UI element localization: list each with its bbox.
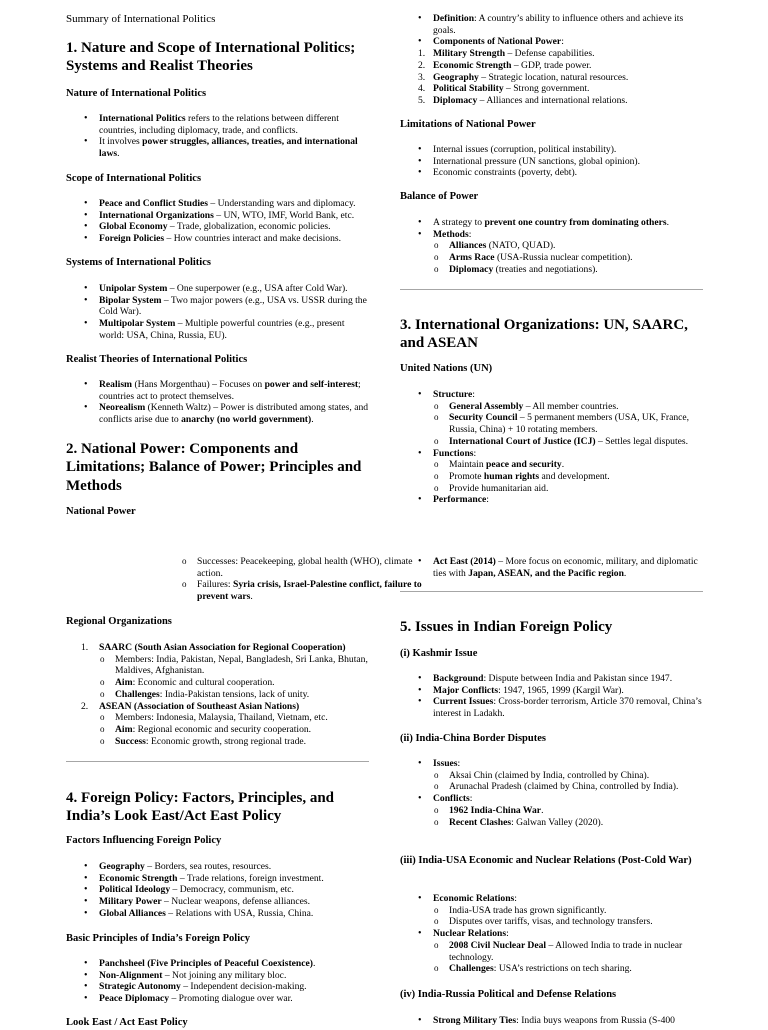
list-item: • Political Ideology – Democracy, communism, etc.	[66, 884, 369, 896]
list-item: • Performance:	[400, 494, 703, 506]
list-item: • Peace and Conflict Studies – Understanding wars and diplomacy.	[66, 198, 369, 210]
limitations-heading: Limitations of National Power	[400, 119, 536, 130]
un-heading: United Nations (UN)	[400, 363, 493, 374]
section-1-heading: 1. Nature and Scope of International Politics; Systems and Realist Theories	[66, 40, 356, 75]
list-item: 2. Economic Strength – GDP, trade power.	[418, 59, 592, 71]
list-item: o Maintain peace and security.	[433, 459, 703, 471]
list-item: o Recent Clashes: Galwan Valley (2020).	[433, 817, 703, 829]
look-east-heading: Look East / Act East Policy	[66, 1017, 188, 1028]
section-divider	[66, 761, 369, 762]
list-item: • Realism (Hans Morgenthau) – Focuses on power and self-interest; countries act to protect themselves.	[66, 379, 369, 402]
list-item: • Strategic Autonomy – Independent decision-making.	[66, 981, 369, 993]
factors-heading: Factors Influencing Foreign Policy	[66, 835, 222, 846]
list-item: • Nuclear Relations: o 2008 Civil Nuclear Deal – Allowed India to trade in nuclear technology. o Challenges: USA’s restrictions on tech sharing.	[400, 928, 703, 975]
list-item: o Alliances (NATO, QUAD).	[433, 240, 703, 252]
list-item: • Major Conflicts: 1947, 1965, 1999 (Kargil War).	[400, 685, 703, 697]
issues-sublist	[433, 770, 703, 793]
list-item: • Global Economy – Trade, globalization, economic policies.	[66, 221, 369, 233]
un-list	[400, 389, 703, 506]
section-3-heading: 3. International Organizations: UN, SAARC, and ASEAN	[400, 317, 688, 352]
list-item: • Bipolar System – Two major powers (e.g., USA vs. USSR during the Cold War).	[66, 295, 369, 318]
list-item: • Methods: o Alliances (NATO, QUAD). o Arms Race (USA-Russia nuclear competition). o Diplomacy (treaties and negotiations).	[400, 229, 703, 276]
list-item: • Economic Strength – Trade relations, foreign investment.	[66, 873, 369, 885]
list-item: • International pressure (UN sanctions, global opinion).	[400, 156, 703, 168]
regional-orgs-list	[66, 642, 369, 747]
list-item: • Economic constraints (poverty, debt).	[400, 167, 703, 179]
balance-of-power-heading: Balance of Power	[400, 191, 479, 202]
list-item: o 2008 Civil Nuclear Deal – Allowed India to trade in nuclear technology.	[433, 940, 703, 963]
document-title: Summary of International Politics	[66, 13, 216, 25]
list-item: o 1962 India-China War.	[433, 805, 703, 817]
list-item: o Disputes over tariffs, visas, and technology transfers.	[433, 916, 703, 928]
list-item: • Non-Alignment – Not joining any military bloc.	[66, 970, 369, 982]
list-item: • Global Alliances – Relations with USA, Russia, China.	[66, 908, 369, 920]
list-item: • Structure: o General Assembly – All member countries. o Security Council – 5 permanent members (USA, UK, France, Russia, China) + 10 rotating members. o International Court of Justice (ICJ) – Settles legal disputes.	[400, 389, 703, 448]
list-item: o Provide humanitarian aid.	[433, 483, 703, 495]
national-power-list	[400, 13, 703, 107]
list-item: o Successes: Peacekeeping, global health (WHO), climate action.	[181, 556, 435, 579]
un-performance-list	[181, 556, 435, 603]
list-item: o Aksai Chin (claimed by India, controlled by China).	[433, 770, 703, 782]
list-item: • Neorealism (Kenneth Waltz) – Power is distributed among states, and conflicts arise due to anarchy (no world government).	[66, 402, 369, 425]
russia-heading: (iv) India-Russia Political and Defense Relations	[400, 989, 617, 1000]
list-item: o Members: Indonesia, Malaysia, Thailand, Vietnam, etc.	[99, 712, 369, 724]
list-item: o Failures: Syria crisis, Israel-Palestine conflict, failure to prevent wars.	[181, 579, 435, 602]
structure-sublist	[433, 401, 703, 448]
list-item: 1. Military Strength – Defense capabilities.	[418, 48, 595, 60]
list-item: o Challenges: USA’s restrictions on tech sharing.	[433, 963, 703, 975]
list-item: • Conflicts: o 1962 India-China War. o Recent Clashes: Galwan Valley (2020).	[400, 793, 703, 828]
section-divider	[400, 591, 703, 592]
list-item: • Foreign Policies – How countries interact and make decisions.	[66, 233, 369, 245]
components-sublist	[400, 48, 703, 107]
list-item: o Challenges: India-Pakistan tensions, lack of unity.	[99, 689, 369, 701]
list-item: o Arunachal Pradesh (claimed by China, controlled by India).	[433, 781, 703, 793]
section-4-heading: 4. Foreign Policy: Factors, Principles, and India’s Look East/Act East Policy	[66, 790, 335, 825]
balance-of-power-list	[400, 217, 703, 276]
conflicts-sublist	[433, 805, 703, 828]
list-item: o General Assembly – All member countries.	[433, 401, 703, 413]
section-divider	[400, 289, 703, 290]
list-item: • Functions: o Maintain peace and security. o Promote human rights and development. o Provide humanitarian aid.	[400, 448, 703, 495]
national-power-heading: National Power	[66, 506, 136, 517]
nature-heading: Nature of International Politics	[66, 88, 207, 99]
act-east-list	[400, 556, 703, 579]
list-item: • It involves power struggles, alliances, treaties, and international laws.	[66, 136, 369, 159]
list-item: • Issues: o Aksai Chin (claimed by India, controlled by China). o Arunachal Pradesh (claimed by China, controlled by India).	[400, 758, 703, 793]
principles-list	[66, 958, 369, 1005]
econ-sublist	[433, 905, 703, 928]
china-heading: (ii) India-China Border Disputes	[400, 733, 546, 744]
list-item: o Success: Economic growth, strong regional trade.	[99, 736, 369, 748]
list-item: 4. Political Stability – Strong government.	[418, 83, 590, 95]
list-item: • International Organizations – UN, WTO, IMF, World Bank, etc.	[66, 210, 369, 222]
list-item: • Strong Military Ties: India buys weapons from Russia (S-400	[400, 1015, 703, 1027]
realist-list	[66, 379, 369, 426]
section-5-heading: 5. Issues in Indian Foreign Policy	[400, 619, 613, 635]
nature-list	[66, 113, 369, 160]
list-item: • A strategy to prevent one country from dominating others.	[400, 217, 703, 229]
list-item: o Diplomacy (treaties and negotiations).	[433, 264, 703, 276]
list-item: o Security Council – 5 permanent members (USA, UK, France, Russia, China) + 10 rotating members.	[433, 412, 703, 435]
list-item: o Arms Race (USA-Russia nuclear competition).	[433, 252, 703, 264]
list-item: o Members: India, Pakistan, Nepal, Bangladesh, Sri Lanka, Bhutan, Maldives, Afghanistan.	[99, 654, 369, 677]
limitations-list	[400, 144, 703, 179]
asean-sublist	[99, 712, 369, 747]
list-item: • Economic Relations: o India-USA trade has grown significantly. o Disputes over tariffs, visas, and technology transfers.	[400, 893, 703, 928]
list-item: o Aim: Regional economic and security cooperation.	[99, 724, 369, 736]
saarc-sublist	[99, 654, 369, 701]
list-item: 2. ASEAN (Association of Southeast Asian Nations) o Members: Indonesia, Malaysia, Thailand, Vietnam, etc. o Aim: Regional economic and security cooperation. o Success: Economic growth, strong regional trade.	[66, 701, 369, 748]
list-item: • Panchsheel (Five Principles of Peaceful Coexistence).	[66, 958, 369, 970]
systems-list	[66, 283, 369, 342]
list-item: • Multipolar System – Multiple powerful countries (e.g., present world: USA, China, Russia, EU).	[66, 318, 369, 341]
russia-list	[400, 1015, 703, 1027]
list-item: • Components of National Power: 1. Military Strength – Defense capabilities. 2. Economic Strength – GDP, trade power. 3. Geography – Strategic location, natural resources. 4. Political Stability – Strong government. 5. Diplomacy – Alliances and international relations.	[400, 36, 703, 106]
kashmir-list	[400, 673, 703, 720]
list-item: 5. Diplomacy – Alliances and international relations.	[418, 94, 628, 106]
section-2-heading: 2. National Power: Components and Limitations; Balance of Power; Principles and Methods	[66, 441, 362, 494]
usa-heading: (iii) India-USA Economic and Nuclear Relations (Post-Cold War)	[400, 855, 692, 866]
list-item: • Military Power – Nuclear weapons, defense alliances.	[66, 896, 369, 908]
list-item: • Act East (2014) – More focus on economic, military, and diplomatic ties with Japan, ASEAN, and the Pacific region.	[400, 556, 703, 579]
list-item: • Geography – Borders, sea routes, resources.	[66, 861, 369, 873]
methods-sublist	[433, 240, 703, 275]
list-item: 1. SAARC (South Asian Association for Regional Cooperation) o Members: India, Pakistan, Nepal, Bangladesh, Sri Lanka, Bhutan, Maldives, Afghanistan. o Aim: Economic and cultural cooperation. o Challenges: India-Pakistan tensions, lack of unity.	[66, 642, 369, 701]
china-list	[400, 758, 703, 828]
functions-sublist	[433, 459, 703, 494]
list-item: o India-USA trade has grown significantly.	[433, 905, 703, 917]
list-item: • Current Issues: Cross-border terrorism, Article 370 removal, China’s interest in Ladakh.	[400, 696, 703, 719]
list-item: • Peace Diplomacy – Promoting dialogue over war.	[66, 993, 369, 1005]
realist-heading: Realist Theories of International Politics	[66, 354, 248, 365]
list-item: o Promote human rights and development.	[433, 471, 703, 483]
factors-list	[66, 861, 369, 920]
systems-heading: Systems of International Politics	[66, 257, 211, 268]
nuclear-sublist	[433, 940, 703, 975]
kashmir-heading: (i) Kashmir Issue	[400, 648, 478, 659]
list-item: • Definition: A country’s ability to influence others and achieve its goals.	[400, 13, 703, 36]
list-item: • Unipolar System – One superpower (e.g., USA after Cold War).	[66, 283, 369, 295]
list-item: o Aim: Economic and cultural cooperation.	[99, 677, 369, 689]
scope-heading: Scope of International Politics	[66, 173, 202, 184]
usa-list	[400, 893, 703, 975]
list-item: • International Politics refers to the relations between different countries, including diplomacy, trade, and conflicts.	[66, 113, 369, 136]
list-item: 3. Geography – Strategic location, natural resources.	[418, 71, 629, 83]
regional-orgs-heading: Regional Organizations	[66, 616, 172, 627]
list-item: • Background: Dispute between India and Pakistan since 1947.	[400, 673, 703, 685]
principles-heading: Basic Principles of India’s Foreign Policy	[66, 933, 251, 944]
list-item: o International Court of Justice (ICJ) – Settles legal disputes.	[433, 436, 703, 448]
scope-list	[66, 198, 369, 245]
list-item: • Internal issues (corruption, political instability).	[400, 144, 703, 156]
